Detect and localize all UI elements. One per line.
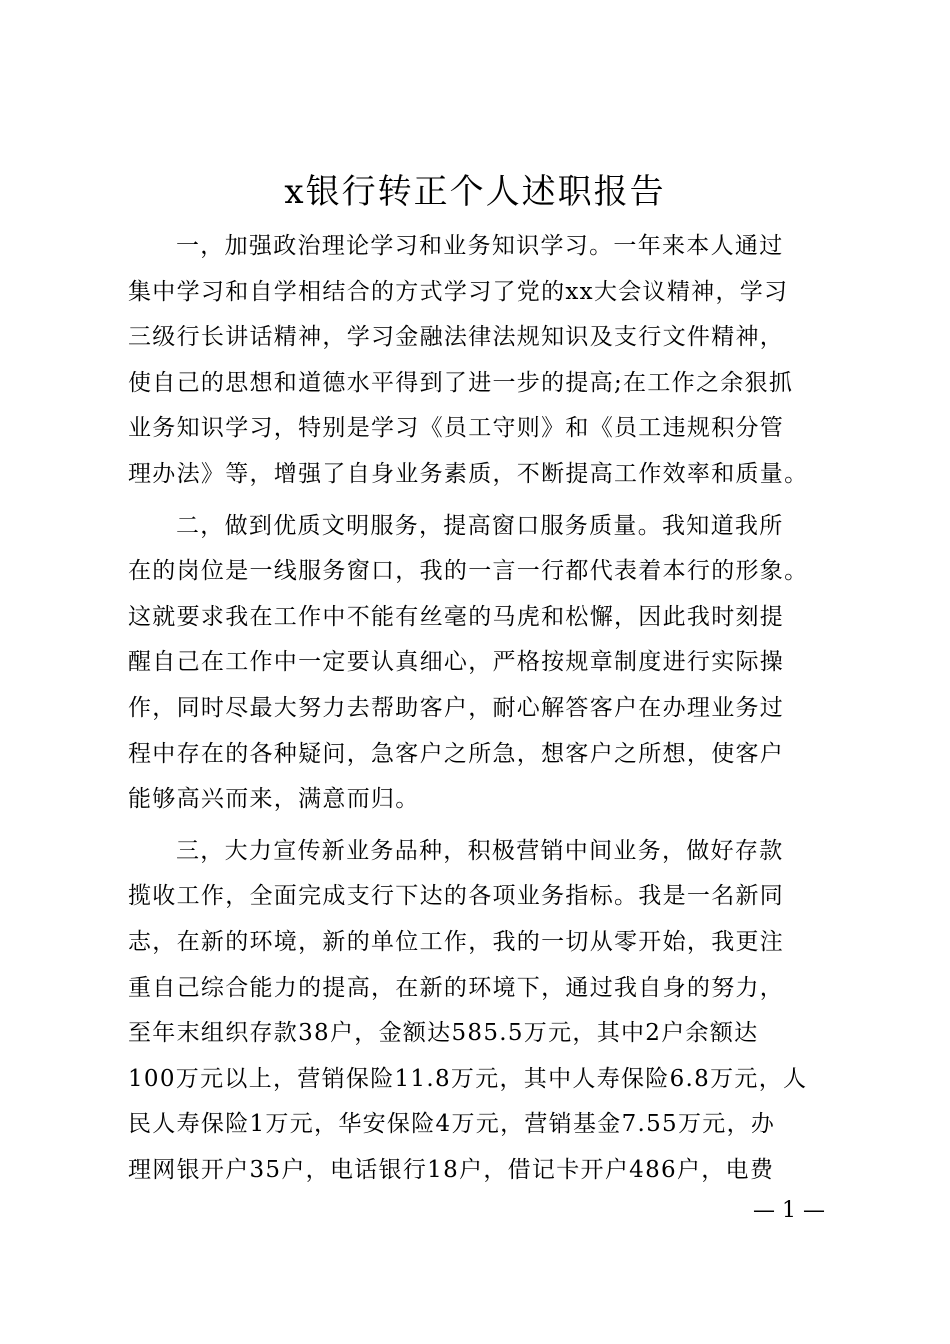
paragraph-line: 醒自己在工作中一定要认真细心，严格按规章制度进行实际操 bbox=[128, 649, 785, 676]
document-body bbox=[128, 224, 828, 1193]
paragraph-line: 100万元以上，营销保险11.8万元，其中人寿保险6.8万元，人 bbox=[128, 1065, 808, 1092]
paragraph-line: 志，在新的环境，新的单位工作，我的一切从零开始，我更注 bbox=[128, 928, 785, 955]
paragraph-line: 理办法》等，增强了自身业务素质，不断提高工作效率和质量。 bbox=[128, 460, 809, 487]
paragraph-line: 三，大力宣传新业务品种，积极营销中间业务，做好存款 bbox=[176, 837, 784, 864]
paragraph-line: 在的岗位是一线服务窗口，我的一言一行都代表着本行的形象。 bbox=[128, 558, 809, 585]
paragraph-line: 能够高兴而来，满意而归。 bbox=[128, 786, 420, 813]
paragraph-line: 三级行长讲话精神，学习金融法律法规知识及支行文件精神， bbox=[128, 324, 785, 351]
paragraph-line: 重自己综合能力的提高，在新的环境下，通过我自身的努力， bbox=[128, 974, 785, 1001]
paragraph-line: 揽收工作，全面完成支行下达的各项业务指标。我是一名新同 bbox=[128, 883, 785, 910]
paragraph-line: 作，同时尽最大努力去帮助客户，耐心解答客户在办理业务过 bbox=[128, 694, 785, 721]
paragraph-line: 这就要求我在工作中不能有丝毫的马虎和松懈，因此我时刻提 bbox=[128, 603, 785, 630]
paragraph-3 bbox=[128, 829, 828, 1194]
document-title: x银行转正个人述职报告 bbox=[284, 172, 666, 212]
paragraph-line: 一，加强政治理论学习和业务知识学习。一年来本人通过 bbox=[176, 233, 784, 259]
paragraph-line: 理网银开户35户，电话银行18户，借记卡开户486户，电费 bbox=[128, 1156, 775, 1183]
paragraph-2 bbox=[128, 504, 828, 823]
paragraph-line: 使自己的思想和道德水平得到了进一步的提高;在工作之余狠抓 bbox=[128, 369, 794, 396]
paragraph-line: 民人寿保险1万元，华安保险4万元，营销基金7.55万元，办 bbox=[128, 1111, 776, 1138]
page-number: — 1 — bbox=[753, 1198, 825, 1223]
paragraph-line: 集中学习和自学相结合的方式学习了党的xx大会议精神，学习 bbox=[128, 278, 789, 305]
paragraph-line: 程中存在的各种疑问，急客户之所急，想客户之所想，使客户 bbox=[128, 740, 785, 767]
paragraph-line: 二，做到优质文明服务，提高窗口服务质量。我知道我所 bbox=[176, 512, 784, 539]
paragraph-line: 至年末组织存款38户，金额达585.5万元，其中2户余额达 bbox=[128, 1020, 759, 1047]
paragraph-line: 业务知识学习，特别是学习《员工守则》和《员工违规积分管 bbox=[128, 415, 785, 442]
paragraph-1 bbox=[128, 224, 828, 498]
